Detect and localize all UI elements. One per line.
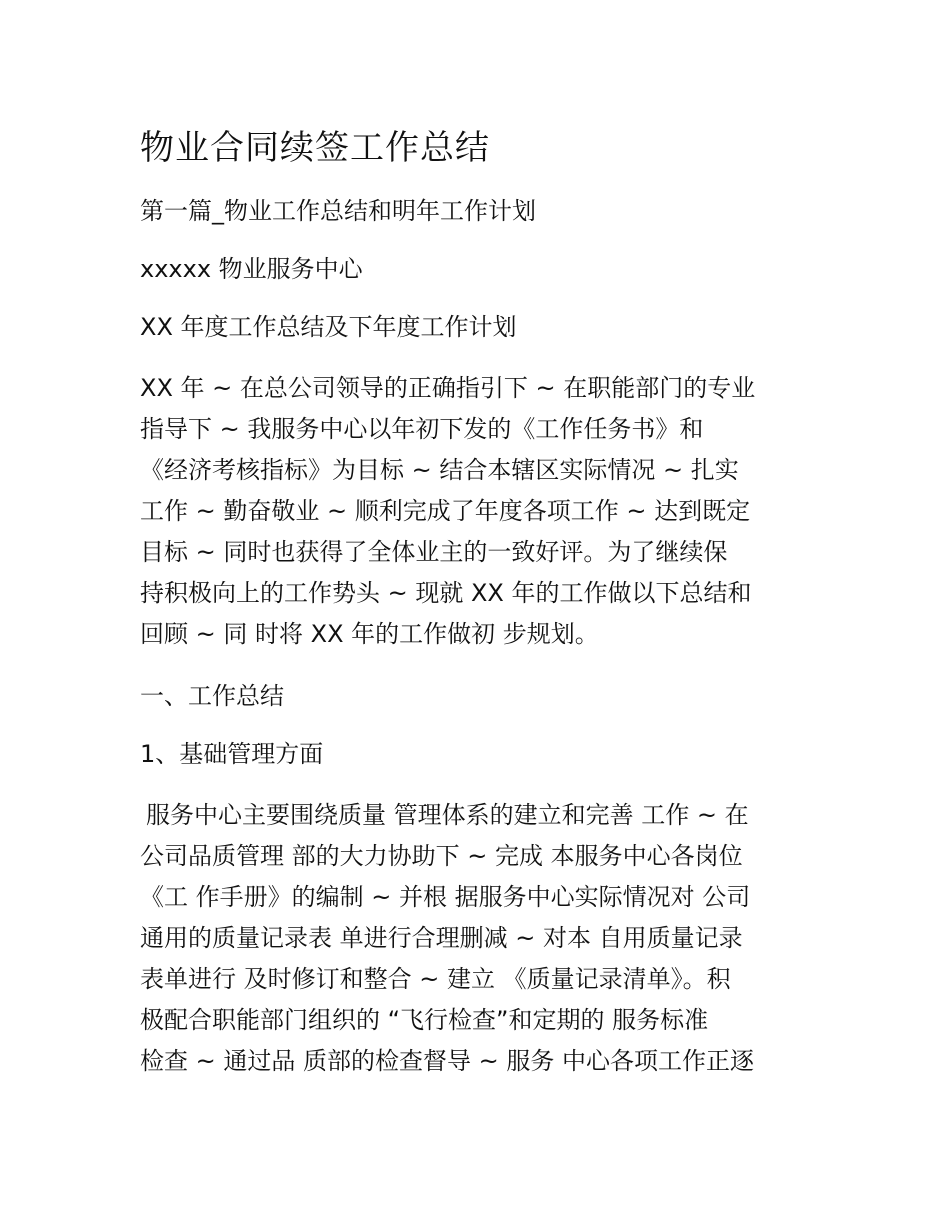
subsection-heading: 1、基础管理方面 [140,740,324,768]
paragraph-line: 表单进行 及时修订和整合 ~ 建立 《质量记录清单》。积 [140,965,731,993]
paragraph-line: 持积极向上的工作势头 ~ 现就 XX 年的工作做以下总结和 [140,579,752,607]
paragraph-line: 目标 ~ 同时也获得了全体业主的一致好评。为了继续保 [140,538,728,566]
paragraph-line: 回顾 ~ 同 时将 XX 年的工作做初 步规划。 [140,620,599,648]
organization-name: xxxxx 物业服务中心 [140,255,363,283]
paragraph-line: 《经济考核指标》为目标 ~ 结合本辖区实际情况 ~ 扎实 [140,456,739,484]
paragraph-line: 工作 ~ 勤奋敬业 ~ 顺利完成了年度各项工作 ~ 达到既定 [140,497,751,525]
section-heading: 一、工作总结 [140,682,284,710]
paragraph-line: 公司品质管理 部的大力协助下 ~ 完成 本服务中心各岗位 [140,842,743,870]
paragraph-line: 服务中心主要围绕质量 管理体系的建立和完善 工作 ~ 在 [146,801,749,829]
paragraph-line: 指导下 ~ 我服务中心以年初下发的《工作任务书》和 [140,415,704,443]
paragraph-line: 《工 作手册》的编制 ~ 并根 据服务中心实际情况对 公司 [140,883,751,911]
paragraph-line: XX 年 ~ 在总公司领导的正确指引下 ~ 在职能部门的专业 [140,374,756,402]
report-title: XX 年度工作总结及下年度工作计划 [140,313,517,341]
paragraph-line: 通用的质量记录表 单进行合理删减 ~ 对本 自用质量记录 [140,924,743,952]
body-paragraph [140,795,820,1082]
document-content [140,122,820,1106]
paragraph-line: 检查 ~ 通过品 质部的检查督导 ~ 服务 中心各项工作正逐 [140,1047,754,1075]
document-title: 物业合同续签工作总结 [140,128,490,168]
intro-paragraph [140,368,820,655]
document-subtitle: 第一篇_物业工作总结和明年工作计划 [140,197,536,225]
paragraph-line: 极配合职能部门组织的 “飞行检查”和定期的 服务标准 [140,1006,709,1034]
